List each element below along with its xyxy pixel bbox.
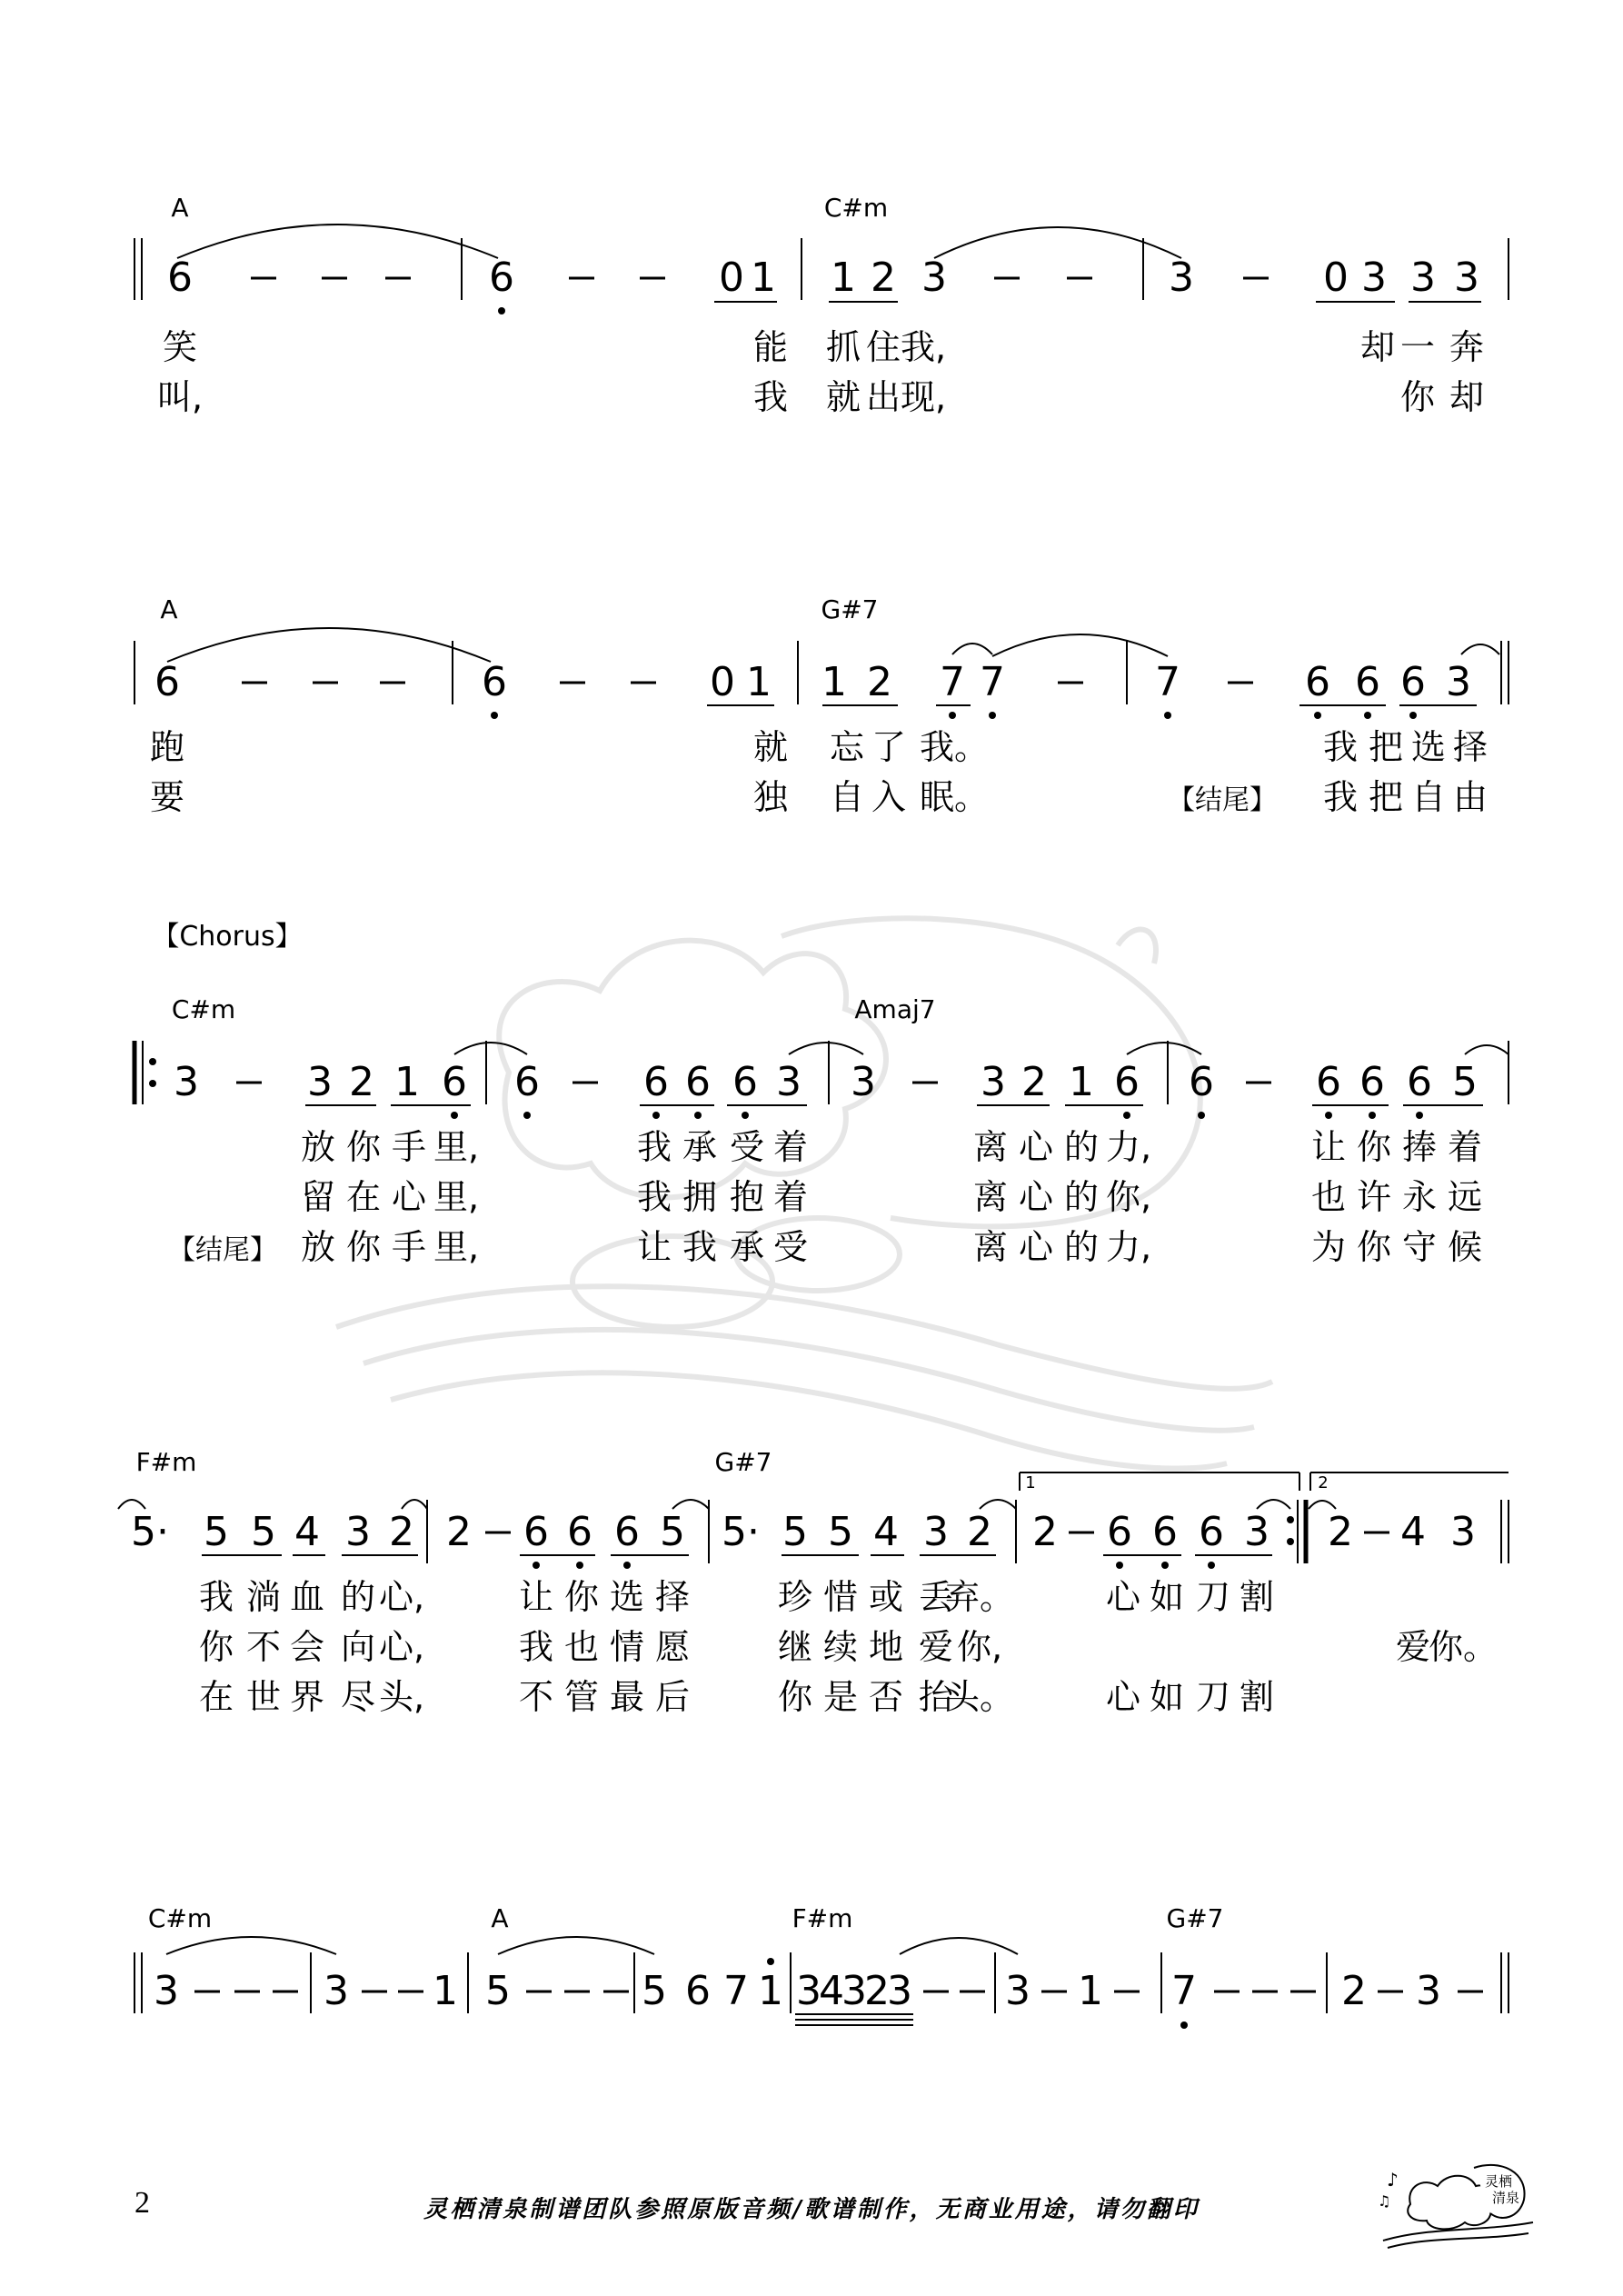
section-label-chorus: 【Chorus】	[152, 921, 303, 953]
lyric-char: 你	[1399, 377, 1436, 417]
svg-text:清泉: 清泉	[1492, 2190, 1520, 2206]
lyric-char: 拥	[682, 1177, 718, 1217]
lyric-char: 不	[245, 1627, 282, 1667]
lyric-char: 会	[289, 1627, 325, 1667]
note: 6	[1189, 1059, 1214, 1105]
lyric-char: 珍	[777, 1577, 813, 1617]
octave-dot	[1123, 1112, 1130, 1119]
note: 6	[1114, 1059, 1140, 1105]
section-label-ending: 【结尾】	[1168, 784, 1277, 816]
lyric-char: 割	[1239, 1577, 1275, 1617]
note: 3	[887, 1968, 912, 2014]
lyric-char: 心	[1018, 1177, 1054, 1217]
lyric-char: 放	[300, 1227, 336, 1267]
note: 6	[523, 1509, 549, 1555]
lyric-char: 独	[752, 777, 789, 817]
lyric-char: 我,	[900, 327, 947, 367]
lyric-char: 血	[289, 1577, 325, 1617]
lyric-char: 向	[340, 1627, 376, 1667]
octave-dot	[742, 1112, 749, 1119]
note: 3	[345, 1509, 371, 1555]
lyric-char: 承	[682, 1127, 718, 1167]
note: 6	[1199, 1509, 1224, 1555]
lyric-char: 我	[518, 1627, 554, 1667]
note: 1	[751, 255, 776, 301]
section-label-ending: 【结尾】	[168, 1234, 277, 1266]
note: 0	[719, 255, 744, 301]
note: 3	[796, 1968, 821, 2014]
lyric-char: 我	[636, 1177, 672, 1217]
footer-credit: 灵栖清泉制谱团队参照原版音频/歌谱制作，无商业用途，请勿翻印	[423, 2196, 1200, 2223]
lyric-char: 淌	[245, 1577, 282, 1617]
slur	[498, 1937, 654, 1954]
lyric-char: 你	[198, 1627, 234, 1667]
lyric-char: 远	[1447, 1177, 1483, 1217]
slur	[1461, 644, 1499, 654]
lyric-char: 惜	[822, 1577, 859, 1617]
note: 2	[864, 1968, 890, 2014]
octave-dot	[1409, 712, 1417, 719]
lyric-char: 着	[772, 1127, 809, 1167]
note: 4	[819, 1968, 844, 2014]
page-number: 2	[134, 2186, 150, 2220]
lyric-char: 受	[729, 1127, 765, 1167]
note: 3	[1454, 255, 1479, 301]
lyric-char: 你,	[956, 1627, 1003, 1667]
lyric-char: 让	[636, 1227, 672, 1267]
note: 3	[1446, 659, 1471, 705]
note: 2	[446, 1509, 472, 1555]
note: 6	[567, 1509, 592, 1555]
slur	[934, 227, 1181, 258]
lyric-char: 由	[1452, 777, 1489, 817]
lyric-char: 我	[1322, 727, 1359, 767]
lyric-char: 否	[868, 1677, 904, 1717]
note: 5	[204, 1509, 229, 1555]
octave-dot	[989, 712, 996, 719]
note: 6	[482, 659, 507, 705]
octave-dot	[1161, 1562, 1169, 1569]
note: 3	[324, 1968, 349, 2014]
chord-symbol: C#m	[823, 193, 889, 223]
lyric-char: 眠。	[919, 777, 990, 817]
note: 6	[514, 1059, 540, 1105]
octave-dot	[694, 1112, 702, 1119]
lyric-char: 刀	[1195, 1577, 1231, 1617]
lyric-char: 头,	[378, 1677, 425, 1717]
note: 5	[782, 1509, 808, 1555]
slur	[177, 225, 498, 258]
lyric-char: 也	[1310, 1177, 1347, 1217]
octave-dot	[498, 307, 505, 314]
chord-symbol: A	[171, 193, 189, 223]
lyric-char: 留	[300, 1177, 336, 1217]
note: 7	[1155, 659, 1180, 705]
lyric-char: 候	[1447, 1227, 1483, 1267]
note: 3	[851, 1059, 876, 1105]
note: 5·	[722, 1509, 760, 1555]
lyric-char: 抬	[918, 1677, 954, 1717]
lyric-char: 丢	[918, 1577, 954, 1617]
lyric-char: 就	[752, 727, 789, 767]
lyric-char: 受	[772, 1227, 809, 1267]
lyric-char: 把	[1368, 727, 1404, 767]
note: 3	[921, 255, 947, 301]
note: 3	[1416, 1968, 1441, 2014]
note: 7	[980, 659, 1005, 705]
note: 5	[251, 1509, 276, 1555]
lyric-char: 你	[345, 1227, 382, 1267]
note: 2	[1021, 1059, 1047, 1105]
note: 3	[1169, 255, 1194, 301]
lyric-char: 爱	[1395, 1627, 1431, 1667]
note: 7	[723, 1968, 749, 2014]
chord-symbol: Amaj7	[854, 994, 936, 1024]
lyric-char: 让	[518, 1577, 554, 1617]
note: 6	[1355, 659, 1380, 705]
volta-number: 1	[1025, 1473, 1036, 1492]
lyric-char: 是	[822, 1677, 859, 1717]
lyric-char: 愿	[654, 1627, 691, 1667]
slur	[1257, 1500, 1290, 1509]
slur	[672, 1500, 709, 1509]
lyric-char: 你,	[1105, 1177, 1152, 1217]
chord-symbol: F#m	[135, 1447, 197, 1477]
lyric-char: 离	[972, 1127, 1009, 1167]
lyric-char: 你	[777, 1677, 813, 1717]
lyric-char: 心	[391, 1177, 427, 1217]
lyric-char: 你。	[1428, 1627, 1499, 1667]
lyric-char: 如	[1149, 1677, 1185, 1717]
note: 2	[967, 1509, 992, 1555]
note: 2	[349, 1059, 374, 1105]
note: 2	[1032, 1509, 1058, 1555]
note: 6	[1107, 1509, 1132, 1555]
lyric-char: 的	[1063, 1227, 1100, 1267]
repeat-dot	[149, 1058, 156, 1065]
note: 6	[489, 255, 514, 301]
lyric-char: 里,	[433, 1227, 480, 1267]
note: 6	[154, 659, 180, 705]
octave-dot	[1314, 712, 1321, 719]
lyric-char: 你	[345, 1127, 382, 1167]
slur	[980, 1500, 1016, 1509]
lyric-char: 着	[772, 1177, 809, 1217]
octave-dot-high	[767, 1958, 774, 1965]
note: 1	[831, 255, 856, 301]
repeat-dot	[1287, 1538, 1294, 1545]
lyric-char: 刀	[1195, 1677, 1231, 1717]
lyric-char: 忘	[829, 727, 865, 767]
note: 6	[1305, 659, 1330, 705]
note: 6	[685, 1059, 711, 1105]
lyric-char: 如	[1149, 1577, 1185, 1617]
lyric-char: 捧	[1401, 1127, 1438, 1167]
lyric-char: 跑	[149, 727, 185, 767]
note: 5	[828, 1509, 853, 1555]
lyric-char: 抓	[825, 327, 861, 367]
lyric-char: 界	[289, 1677, 325, 1717]
note: 5	[660, 1509, 685, 1555]
lyric-char: 力,	[1105, 1127, 1152, 1167]
lyric-char: 我	[198, 1577, 234, 1617]
logo-icon	[1374, 2150, 1538, 2250]
lyric-char: 自	[1410, 777, 1447, 817]
lyric-char: 承	[729, 1227, 765, 1267]
octave-dot	[533, 1562, 540, 1569]
lyric-char: 尽	[340, 1677, 376, 1717]
lyric-char: 心	[1018, 1227, 1054, 1267]
note: 3	[154, 1968, 179, 2014]
lyric-char: 的	[1063, 1177, 1100, 1217]
slur	[1465, 1045, 1508, 1054]
octave-dot	[1116, 1562, 1123, 1569]
slur	[118, 1500, 145, 1509]
lyric-char: 后	[654, 1677, 691, 1717]
note: 2	[867, 659, 892, 705]
lyric-char: 现,	[900, 377, 947, 417]
slur	[1309, 1501, 1336, 1509]
note: 1	[758, 1968, 783, 2014]
note: 6	[685, 1968, 711, 2014]
repeat-dot	[149, 1080, 156, 1087]
svg-text:灵栖: 灵栖	[1485, 2173, 1513, 2190]
lyric-char: 就	[825, 377, 861, 417]
note: 5·	[131, 1509, 169, 1555]
lyric-char: 续	[822, 1627, 859, 1667]
chord-symbol: F#m	[792, 1903, 853, 1933]
lyric-char: 却	[1359, 327, 1396, 367]
lyric-char: 选	[1410, 727, 1447, 767]
note: 7	[940, 659, 965, 705]
octave-dot	[652, 1112, 660, 1119]
slur	[166, 1937, 336, 1954]
lyric-char: 心	[1105, 1677, 1141, 1717]
slur	[402, 1500, 427, 1509]
octave-dot	[1369, 1112, 1376, 1119]
lyric-char: 把	[1368, 777, 1404, 817]
repeat-dot	[1287, 1516, 1294, 1523]
svg-text:♪: ♪	[1387, 2169, 1399, 2191]
lyric-char: 手	[391, 1127, 427, 1167]
note: 5	[485, 1968, 511, 2014]
octave-dot	[451, 1112, 458, 1119]
notation-layer	[118, 193, 1508, 2029]
volta-number: 2	[1318, 1473, 1329, 1492]
octave-dot	[523, 1112, 531, 1119]
note: 4	[873, 1509, 899, 1555]
note: 0	[710, 659, 735, 705]
note: 4	[1400, 1509, 1426, 1555]
lyric-char: 笑	[162, 327, 198, 367]
octave-dot	[949, 712, 956, 719]
chord-symbol: C#m	[147, 1903, 213, 1933]
note: 6	[442, 1059, 467, 1105]
note: 6	[1316, 1059, 1341, 1105]
lyric-char: 我。	[919, 727, 990, 767]
lyric-char: 要	[149, 777, 185, 817]
lyric-char: 或	[868, 1577, 904, 1617]
lyric-char: 管	[563, 1677, 600, 1717]
note: 2	[1341, 1968, 1367, 2014]
lyric-char: 你	[1356, 1127, 1392, 1167]
lyric-char: 心	[1105, 1577, 1141, 1617]
octave-dot	[623, 1562, 631, 1569]
octave-dot	[1416, 1112, 1423, 1119]
note: 2	[1328, 1509, 1353, 1555]
lyric-char: 离	[972, 1177, 1009, 1217]
slur	[789, 1043, 863, 1054]
slur	[167, 628, 491, 662]
note: 6	[614, 1509, 640, 1555]
octave-dot	[1180, 2021, 1188, 2029]
octave-dot	[576, 1562, 583, 1569]
lyric-char: 里,	[433, 1177, 480, 1217]
lyric-char: 择	[654, 1577, 691, 1617]
chord-symbol: C#m	[171, 994, 236, 1024]
note: 1	[394, 1059, 420, 1105]
note: 6	[167, 255, 193, 301]
svg-text:♫: ♫	[1378, 2192, 1391, 2210]
lyric-char: 守	[1401, 1227, 1438, 1267]
lyric-char: 出	[865, 377, 901, 417]
chord-symbol: G#7	[821, 594, 879, 624]
lyric-char: 在	[345, 1177, 382, 1217]
lyric-char: 情	[609, 1627, 645, 1667]
lyric-char: 在	[198, 1677, 234, 1717]
note: 3	[1450, 1509, 1476, 1555]
note: 7	[1171, 1968, 1197, 2014]
lyric-char: 割	[1239, 1677, 1275, 1717]
octave-dot	[1198, 1112, 1205, 1119]
lyric-char: 永	[1401, 1177, 1438, 1217]
octave-dot	[491, 712, 498, 719]
note: 2	[871, 255, 896, 301]
note: 3	[923, 1509, 949, 1555]
note: 3	[841, 1968, 867, 2014]
chord-symbol: A	[491, 1903, 509, 1933]
slur	[952, 644, 992, 654]
note: 6	[643, 1059, 669, 1105]
note: 1	[821, 659, 847, 705]
lyric-char: 为	[1310, 1227, 1347, 1267]
note: 5	[1452, 1059, 1478, 1105]
note: 3	[1410, 255, 1436, 301]
octave-dot	[1364, 712, 1371, 719]
note: 3	[1244, 1509, 1270, 1555]
chord-symbol: G#7	[714, 1447, 772, 1477]
lyric-char: 弃。	[944, 1577, 1015, 1617]
chord-symbol: A	[160, 594, 178, 624]
lyric-char: 择	[1452, 727, 1489, 767]
lyric-char: 了	[871, 727, 907, 767]
lyric-char: 你	[563, 1577, 600, 1617]
lyric-char: 里,	[433, 1127, 480, 1167]
octave-dot	[1164, 712, 1171, 719]
note: 3	[981, 1059, 1006, 1105]
note: 1	[746, 659, 772, 705]
note: 1	[1078, 1968, 1103, 2014]
lyric-char: 着	[1447, 1127, 1483, 1167]
note: 3	[174, 1059, 199, 1105]
lyric-char: 爱	[918, 1627, 954, 1667]
slur	[454, 1043, 527, 1054]
lyric-char: 我	[682, 1227, 718, 1267]
octave-dot	[1325, 1112, 1332, 1119]
note: 6	[1407, 1059, 1432, 1105]
note: 0	[1323, 255, 1349, 301]
lyric-char: 离	[972, 1227, 1009, 1267]
lyric-char: 世	[245, 1677, 282, 1717]
lyric-char: 最	[609, 1677, 645, 1717]
slur	[900, 1938, 1018, 1954]
lyric-char: 的	[340, 1577, 376, 1617]
chord-symbol: G#7	[1166, 1903, 1224, 1933]
lyric-char: 自	[829, 777, 865, 817]
note: 1	[433, 1968, 458, 2014]
lyric-char: 我	[1322, 777, 1359, 817]
note: 2	[389, 1509, 414, 1555]
lyric-char: 心	[1018, 1127, 1054, 1167]
lyric-char: 我	[752, 377, 789, 417]
lyric-char: 叫,	[156, 377, 204, 417]
lyric-char: 能	[752, 327, 789, 367]
lyric-char: 奔	[1449, 327, 1485, 367]
note: 6	[1400, 659, 1426, 705]
lyric-char: 力,	[1105, 1227, 1152, 1267]
note: 6	[1359, 1059, 1385, 1105]
lyric-char: 头。	[944, 1677, 1015, 1717]
lyric-char: 让	[1310, 1127, 1347, 1167]
note: 3	[307, 1059, 333, 1105]
note: 3	[1005, 1968, 1031, 2014]
note: 3	[1361, 255, 1387, 301]
note: 5	[642, 1968, 667, 2014]
note: 3	[776, 1059, 802, 1105]
note: 1	[1069, 1059, 1094, 1105]
lyric-char: 也	[563, 1627, 600, 1667]
lyric-char: 我	[636, 1127, 672, 1167]
lyric-char: 选	[609, 1577, 645, 1617]
lyric-char: 入	[871, 777, 907, 817]
lyric-char: 一	[1399, 327, 1436, 367]
lyric-char: 却	[1449, 377, 1485, 417]
lyric-char: 的	[1063, 1127, 1100, 1167]
lyric-char: 放	[300, 1127, 336, 1167]
lyric-char: 继	[777, 1627, 813, 1667]
lyric-char: 你	[1356, 1227, 1392, 1267]
lyric-char: 抱	[729, 1177, 765, 1217]
lyric-char: 地	[868, 1627, 904, 1667]
lyric-char: 许	[1356, 1177, 1392, 1217]
lyric-char: 心,	[378, 1627, 425, 1667]
note: 6	[732, 1059, 758, 1105]
slur	[992, 634, 1168, 656]
octave-dot	[1208, 1562, 1215, 1569]
lyric-char: 不	[518, 1677, 554, 1717]
lyric-char: 心,	[378, 1577, 425, 1617]
note: 6	[1152, 1509, 1178, 1555]
lyric-char: 住	[865, 327, 901, 367]
lyric-char: 手	[391, 1227, 427, 1267]
note: 4	[294, 1509, 320, 1555]
